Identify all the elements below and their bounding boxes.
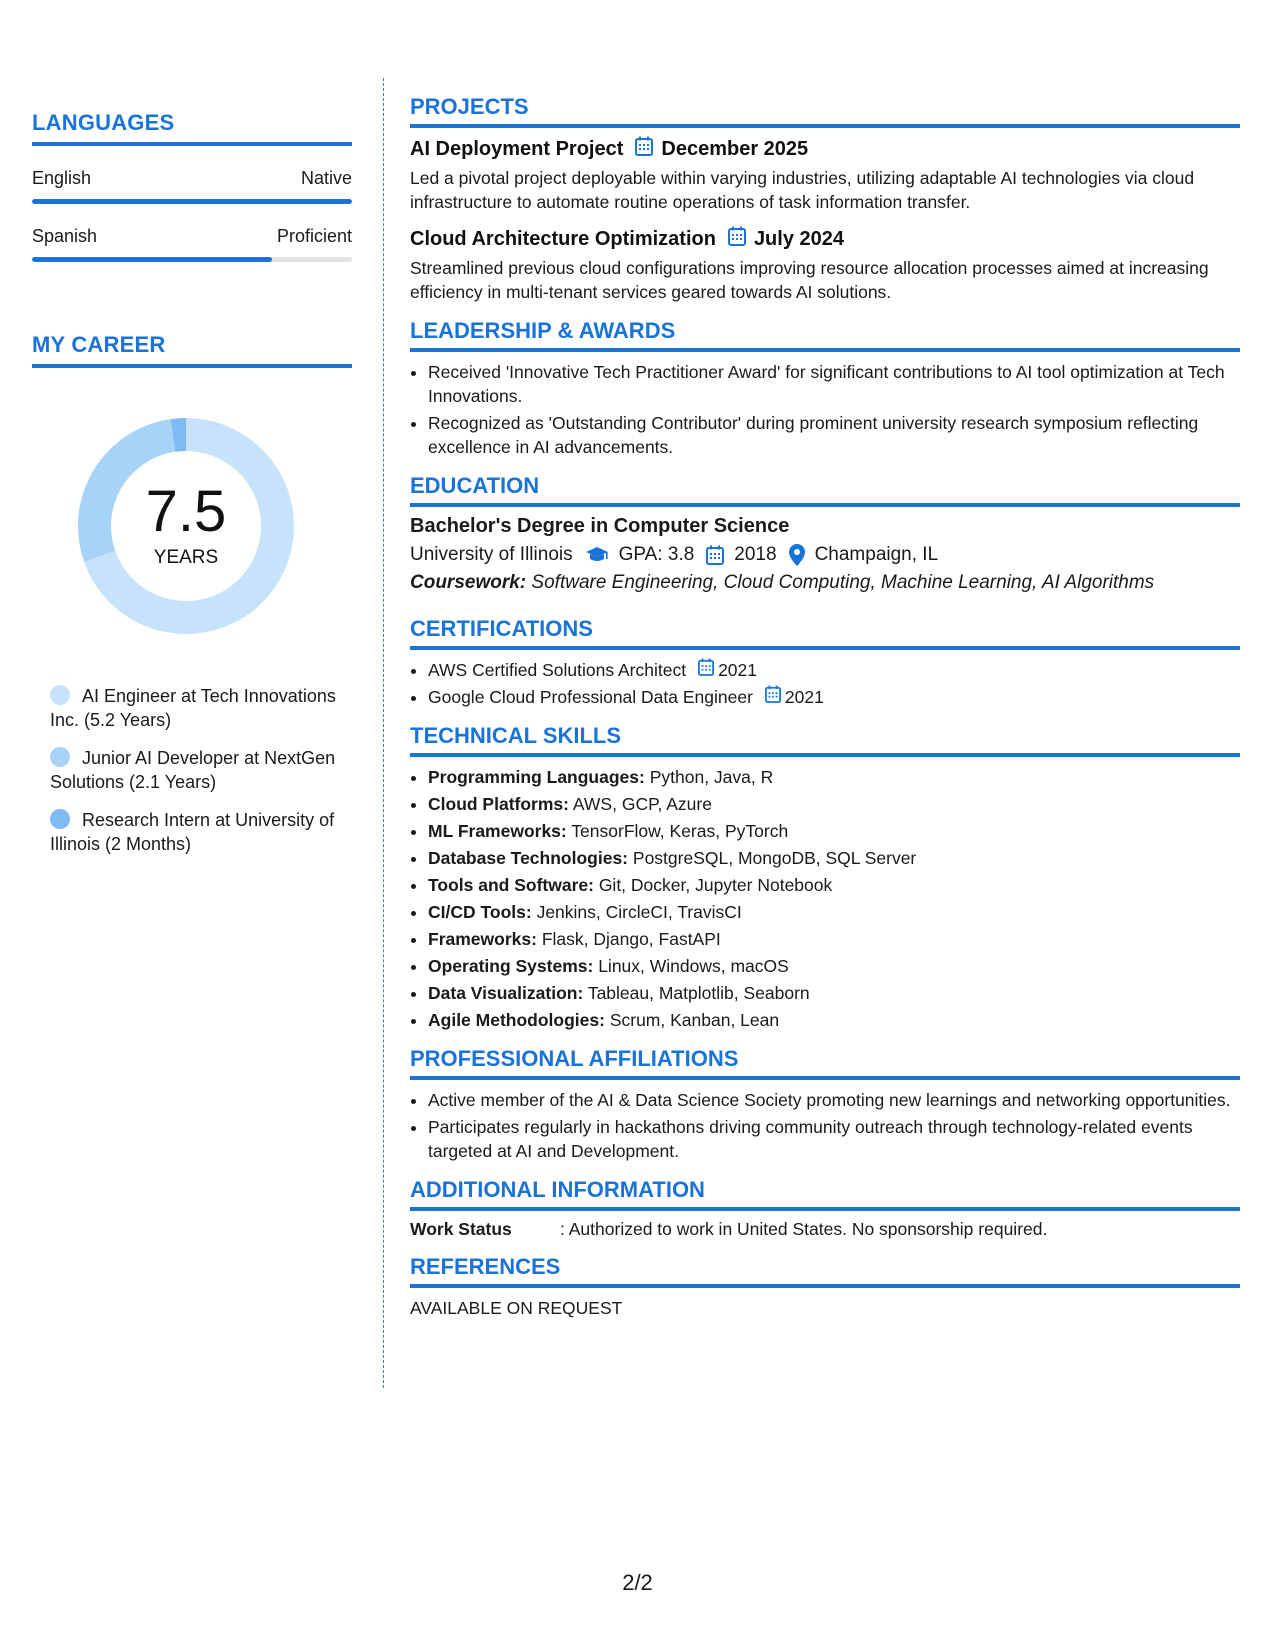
skill-value: Jenkins, CircleCI, TravisCI — [536, 902, 742, 922]
skill-value: Python, Java, R — [649, 767, 774, 787]
skill-label: Database Technologies: — [428, 848, 629, 868]
leadership-item: • Recognized as 'Outstanding Contributor' during prominent university research symposium reflecting excellence in AI advancements. — [428, 411, 1240, 459]
certifications-section — [410, 616, 1240, 709]
legend-label: Research Intern at University of Illinois (2 Months) — [50, 810, 335, 854]
skill-item — [428, 981, 1240, 1005]
graduation-cap-icon — [585, 546, 609, 564]
skill-label: Programming Languages: — [428, 767, 645, 787]
education-year: 2018 — [734, 544, 777, 565]
certifications-list — [410, 658, 1240, 709]
references-title: REFERENCES — [410, 1254, 1240, 1288]
education-degree: Bachelor's Degree in Computer Science — [410, 515, 790, 537]
skill-item — [428, 846, 1240, 870]
language-item-english — [32, 168, 352, 204]
skills-title: TECHNICAL SKILLS — [410, 723, 1240, 757]
languages-title: LANGUAGES — [32, 110, 352, 146]
certification-item — [428, 658, 1240, 682]
education-title: EDUCATION — [410, 473, 1240, 507]
projects-section — [410, 94, 1240, 304]
references-text: AVAILABLE ON REQUEST — [410, 1298, 623, 1318]
skills-list — [410, 765, 1240, 1032]
language-item-spanish — [32, 226, 352, 262]
right-column — [410, 94, 1240, 1333]
career-title: MY CAREER — [32, 332, 352, 368]
donut-center — [66, 406, 306, 646]
education-coursework — [410, 572, 1240, 594]
legend-label: AI Engineer at Tech Innovations Inc. (5.2 Years) — [50, 686, 336, 730]
calendar-icon — [698, 658, 714, 682]
certification-year: 2021 — [784, 687, 824, 707]
project-date: July 2024 — [753, 227, 845, 250]
calendar-icon — [635, 136, 653, 162]
skill-label: Operating Systems: — [428, 956, 594, 976]
skill-label: Tools and Software: — [428, 875, 594, 895]
legend-dot — [50, 747, 70, 767]
skill-value: Linux, Windows, macOS — [598, 956, 789, 976]
leadership-title: LEADERSHIP & AWARDS — [410, 318, 1240, 352]
skill-value: Flask, Django, FastAPI — [541, 929, 721, 949]
education-location: Champaign, IL — [814, 544, 939, 565]
left-column — [32, 110, 352, 870]
skill-item — [428, 792, 1240, 816]
work-status-label: Work Status — [410, 1219, 512, 1239]
legend-dot — [50, 809, 70, 829]
career-legend — [50, 684, 340, 856]
legend-item — [50, 746, 340, 794]
coursework-list: Software Engineering, Cloud Computing, Machine Learning, AI Algorithms — [531, 572, 1155, 593]
calendar-icon — [765, 685, 781, 709]
skill-value: TensorFlow, Keras, PyTorch — [571, 821, 789, 841]
skill-item — [428, 819, 1240, 843]
certification-name: • Google Cloud Professional Data Engineer — [428, 687, 753, 707]
affiliation-item: • Participates regularly in hackathons driving community outreach through technology-related events targeted at AI and Development. — [428, 1115, 1240, 1163]
skill-label: Data Visualization: — [428, 983, 584, 1003]
language-name: English — [32, 168, 92, 188]
skill-value: AWS, GCP, Azure — [572, 794, 712, 814]
skill-label: Agile Methodologies: — [428, 1010, 605, 1030]
skill-label: ML Frameworks: — [428, 821, 567, 841]
affiliations-section — [410, 1046, 1240, 1163]
language-level: Native — [300, 168, 352, 188]
project-name: AI Deployment Project — [410, 137, 624, 160]
coursework-label: Coursework: — [410, 572, 527, 593]
legend-dot — [50, 685, 70, 705]
project-item — [410, 226, 1240, 304]
language-proficiency-bar — [32, 199, 352, 204]
certifications-title: CERTIFICATIONS — [410, 616, 1240, 650]
skill-item — [428, 900, 1240, 924]
language-proficiency-fill — [32, 257, 272, 262]
skills-section — [410, 723, 1240, 1032]
leadership-section — [410, 318, 1240, 459]
language-proficiency-fill — [32, 199, 352, 204]
skill-item — [428, 873, 1240, 897]
certification-item — [428, 685, 1240, 709]
education-gpa: GPA: 3.8 — [618, 544, 695, 565]
skill-label: CI/CD Tools: — [428, 902, 532, 922]
skill-value: Scrum, Kanban, Lean — [609, 1010, 780, 1030]
calendar-icon — [706, 545, 724, 565]
leadership-item: • Received 'Innovative Tech Practitioner Award' for significant contributions to AI tool optimization at Tech Innovations. — [428, 360, 1240, 408]
education-school: University of Illinois — [410, 544, 573, 565]
project-description: Streamlined previous cloud configurations improving resource allocation processes aimed at increasing efficiency in multi-tenant services geared towards AI solutions. — [410, 258, 1209, 302]
affiliation-item: • Active member of the AI & Data Science Society promoting new learnings and networking opportunities. — [428, 1088, 1240, 1112]
page-number: 2/2 — [622, 1570, 653, 1595]
career-total-unit: YEARS — [153, 547, 219, 568]
affiliations-title: PROFESSIONAL AFFILIATIONS — [410, 1046, 1240, 1080]
skill-item — [428, 765, 1240, 789]
skill-item — [428, 927, 1240, 951]
career-total-years: 7.5 — [145, 479, 227, 544]
additional-title: ADDITIONAL INFORMATION — [410, 1177, 1240, 1211]
legend-item — [50, 684, 340, 732]
projects-title: PROJECTS — [410, 94, 1240, 128]
education-details — [410, 544, 1240, 566]
work-status-value: : Authorized to work in United States. No sponsorship required. — [560, 1219, 1048, 1239]
career-donut-chart — [66, 406, 306, 646]
leadership-list — [410, 360, 1240, 459]
skill-label: Cloud Platforms: — [428, 794, 569, 814]
skill-value: PostgreSQL, MongoDB, SQL Server — [632, 848, 917, 868]
language-proficiency-bar — [32, 257, 352, 262]
language-level: Proficient — [276, 226, 352, 246]
skill-label: Frameworks: — [428, 929, 537, 949]
certification-year: 2021 — [718, 660, 758, 680]
skill-item — [428, 1008, 1240, 1032]
project-item — [410, 136, 1240, 214]
project-description: Led a pivotal project deployable within varying industries, utilizing adaptable AI technologies via cloud infrastructure to automate routine operations of task information transfer. — [410, 168, 1195, 212]
column-divider — [383, 78, 384, 1388]
affiliations-list — [410, 1088, 1240, 1163]
location-pin-icon — [789, 544, 805, 566]
references-section — [410, 1254, 1240, 1319]
skill-value: Git, Docker, Jupyter Notebook — [598, 875, 833, 895]
skill-value: Tableau, Matplotlib, Seaborn — [587, 983, 810, 1003]
language-name: Spanish — [32, 226, 98, 246]
project-date: December 2025 — [661, 137, 809, 160]
project-name: Cloud Architecture Optimization — [410, 227, 716, 250]
certification-name: • AWS Certified Solutions Architect — [428, 660, 687, 680]
legend-item — [50, 808, 340, 856]
additional-section — [410, 1177, 1240, 1240]
education-section — [410, 473, 1240, 594]
calendar-icon — [728, 226, 746, 252]
legend-label: Junior AI Developer at NextGen Solutions (2.1 Years) — [50, 748, 336, 792]
work-status-row — [410, 1219, 1240, 1240]
skill-item — [428, 954, 1240, 978]
